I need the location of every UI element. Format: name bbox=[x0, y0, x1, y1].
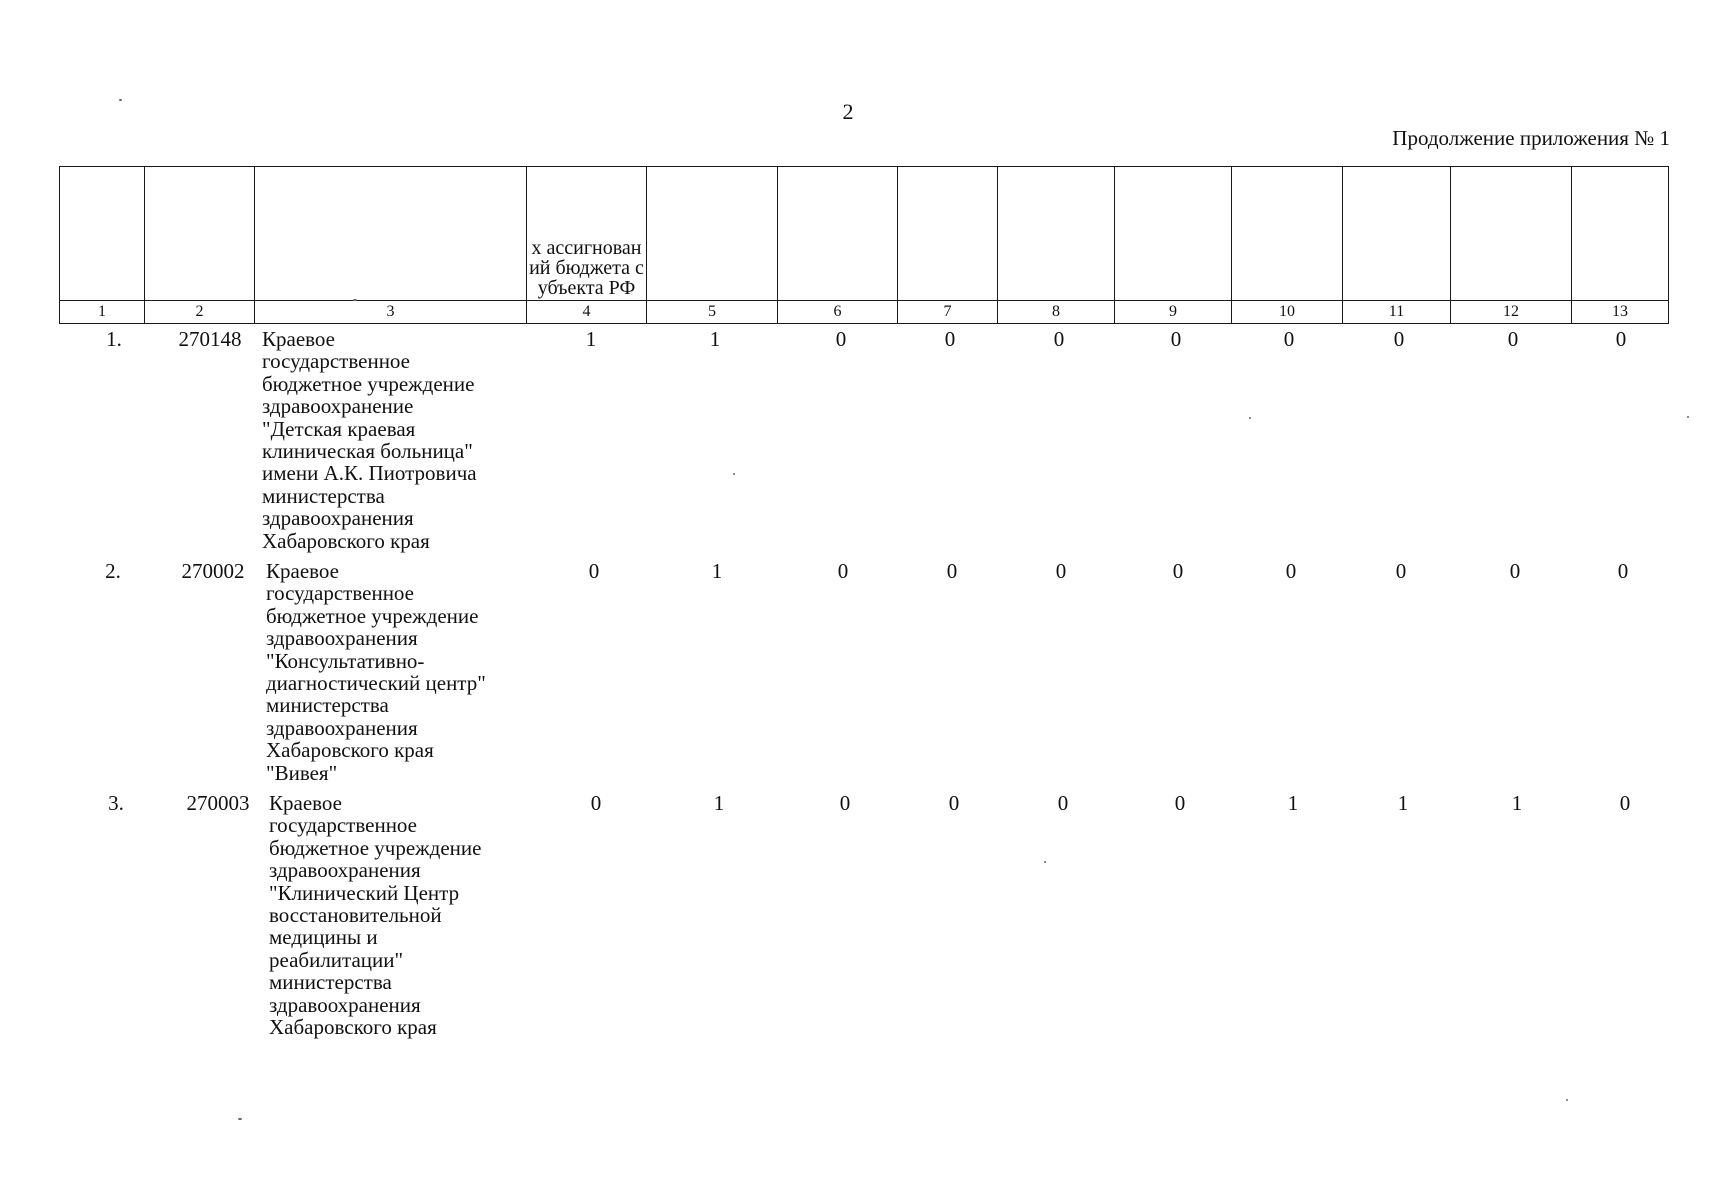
column-number: 9 bbox=[1115, 301, 1232, 324]
continuation-title: Продолжение приложения № 1 bbox=[1392, 126, 1670, 150]
row-name: Краевое государственное бюджетное учреждение здравоохранение "Детская краевая клиническая больница" имени А.К. Пиотровича министерства здравоохранения Хабаровского края bbox=[262, 327, 477, 553]
column-number: 7 bbox=[898, 301, 998, 324]
row-code: 270003 bbox=[186, 791, 250, 815]
header-cell-9 bbox=[1115, 167, 1232, 301]
row-value: 0 bbox=[1172, 559, 1184, 583]
row-code: 270002 bbox=[181, 559, 245, 583]
row-value: 0 bbox=[944, 327, 956, 351]
row-number: 3. bbox=[108, 791, 124, 815]
header-cell-3 bbox=[255, 167, 527, 301]
column-number: 13 bbox=[1572, 301, 1669, 324]
column-number: 10 bbox=[1232, 301, 1343, 324]
column-number: 4 bbox=[527, 301, 647, 324]
table-header bbox=[59, 166, 1669, 324]
row-value: 0 bbox=[1283, 327, 1295, 351]
row-value: 0 bbox=[1285, 559, 1297, 583]
row-value: 0 bbox=[839, 791, 851, 815]
row-value: 0 bbox=[835, 327, 847, 351]
column-number: 2 bbox=[145, 301, 255, 324]
header-cell-10 bbox=[1232, 167, 1343, 301]
header-cell-1 bbox=[60, 167, 145, 301]
row-value: 1 bbox=[709, 327, 721, 351]
header-cell-7 bbox=[898, 167, 998, 301]
scan-speck bbox=[1044, 861, 1046, 863]
scan-speck bbox=[238, 1118, 242, 1120]
row-value: 0 bbox=[1393, 327, 1405, 351]
row-value: 0 bbox=[1617, 559, 1629, 583]
scan-speck bbox=[353, 299, 357, 301]
header-cell-2 bbox=[145, 167, 255, 301]
row-value: 0 bbox=[837, 559, 849, 583]
row-value: 0 bbox=[946, 559, 958, 583]
scan-speck bbox=[119, 99, 122, 101]
row-number: 1. bbox=[106, 327, 122, 351]
column-number-row bbox=[60, 301, 1669, 324]
row-value: 1 bbox=[1397, 791, 1409, 815]
row-value: 0 bbox=[948, 791, 960, 815]
row-value: 0 bbox=[1053, 327, 1065, 351]
header-cell-4 bbox=[527, 167, 647, 301]
column-number: 11 bbox=[1343, 301, 1451, 324]
row-value: 0 bbox=[1055, 559, 1067, 583]
scan-speck bbox=[1566, 1099, 1568, 1101]
row-name: Краевое государственное бюджетное учреждение здравоохранения "Клинический Центр восстановительной медицины и реабилитации" министерства здравоохранения Хабаровского края bbox=[269, 791, 482, 1040]
row-value: 0 bbox=[1615, 327, 1627, 351]
row-value: 1 bbox=[711, 559, 723, 583]
row-number: 2. bbox=[105, 559, 121, 583]
scan-speck bbox=[733, 473, 735, 475]
column-number: 3 bbox=[255, 301, 527, 324]
row-value: 0 bbox=[590, 791, 602, 815]
header-cell-6 bbox=[778, 167, 898, 301]
row-value: 0 bbox=[1395, 559, 1407, 583]
row-value: 0 bbox=[1619, 791, 1631, 815]
header-cell-8 bbox=[998, 167, 1115, 301]
column-number: 8 bbox=[998, 301, 1115, 324]
header-cell-13 bbox=[1572, 167, 1669, 301]
column-number: 12 bbox=[1451, 301, 1572, 324]
row-value: 0 bbox=[1057, 791, 1069, 815]
row-value: 0 bbox=[1170, 327, 1182, 351]
column-number: 6 bbox=[778, 301, 898, 324]
page-number: 2 bbox=[842, 99, 854, 124]
header-cell-4-text: х ассигнований бюджета субъекта РФ bbox=[529, 238, 644, 299]
row-value: 1 bbox=[585, 327, 597, 351]
row-value: 0 bbox=[1509, 559, 1521, 583]
scan-speck bbox=[1249, 417, 1251, 419]
row-value: 1 bbox=[1511, 791, 1523, 815]
header-row bbox=[60, 167, 1669, 301]
scan-speck bbox=[1687, 416, 1689, 418]
column-number: 1 bbox=[60, 301, 145, 324]
header-cell-5 bbox=[647, 167, 778, 301]
row-code: 270148 bbox=[178, 327, 242, 351]
row-value: 1 bbox=[713, 791, 725, 815]
row-value: 0 bbox=[1174, 791, 1186, 815]
header-cell-11 bbox=[1343, 167, 1451, 301]
row-value: 0 bbox=[588, 559, 600, 583]
column-number: 5 bbox=[647, 301, 778, 324]
row-name: Краевое государственное бюджетное учреждение здравоохранения "Консультативно- диагностический центр" министерства здравоохранения Хабаровского края "Вивея" bbox=[266, 559, 486, 785]
row-value: 1 bbox=[1287, 791, 1299, 815]
header-cell-12 bbox=[1451, 167, 1572, 301]
row-value: 0 bbox=[1507, 327, 1519, 351]
